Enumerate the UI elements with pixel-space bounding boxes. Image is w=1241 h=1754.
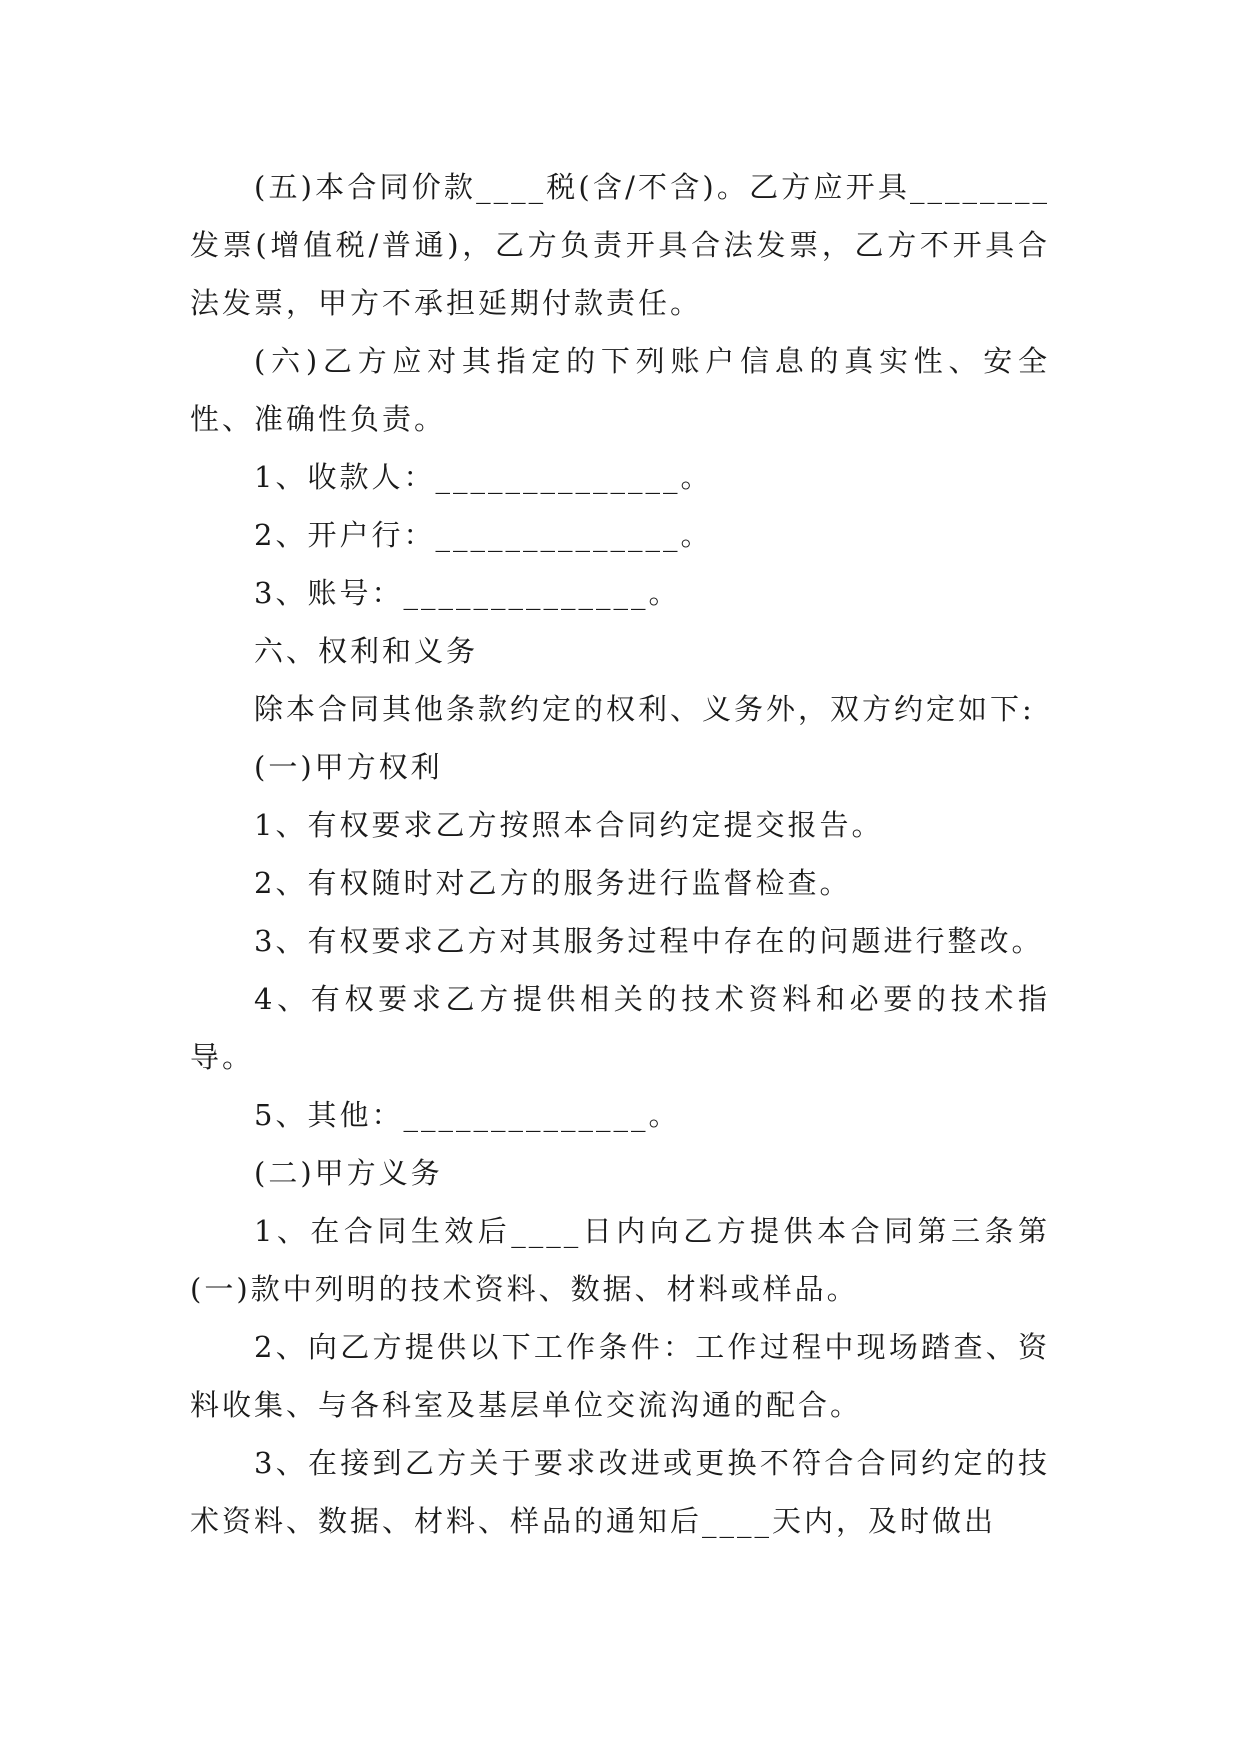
subheading-party-a-rights: (一)甲方权利 (254, 750, 443, 784)
document-body (190, 158, 1050, 1550)
paragraph-account-info-responsibility: (六)乙方应对其指定的下列账户信息的真实性、安全性、准确性负责。 (190, 344, 1050, 436)
list-item-right-4: 4、有权要求乙方提供相关的技术资料和必要的技术指导。 (190, 982, 1050, 1074)
list-item-obligation-3: 3、在接到乙方关于要求改进或更换不符合合同约定的技术资料、数据、材料、样品的通知后____天内，及时做出 (190, 1446, 1050, 1538)
paragraph-bank: 2、开户行：______________。 (254, 518, 713, 552)
list-item-right-1: 1、有权要求乙方按照本合同约定提交报告。 (254, 808, 884, 842)
paragraph-payee: 1、收款人：______________。 (254, 460, 713, 494)
list-item-right-3: 3、有权要求乙方对其服务过程中存在的问题进行整改。 (254, 924, 1044, 958)
paragraph-rights-intro: 除本合同其他条款约定的权利、义务外，双方约定如下: (254, 692, 1035, 726)
list-item-obligation-1: 1、在合同生效后____日内向乙方提供本合同第三条第(一)款中列明的技术资料、数据、材料或样品。 (190, 1214, 1050, 1306)
paragraph-account-number: 3、账号：______________。 (254, 576, 681, 610)
section-heading-rights-obligations: 六、权利和义务 (254, 634, 479, 668)
paragraph-contract-price-invoice: (五)本合同价款____税(含/不含)。乙方应开具________发票(增值税/普通)，乙方负责开具合法发票，乙方不开具合法发票，甲方不承担延期付款责任。 (190, 170, 1050, 320)
subheading-party-a-obligations: (二)甲方义务 (254, 1156, 443, 1190)
list-item-right-5: 5、其他：______________。 (254, 1098, 681, 1132)
list-item-obligation-2: 2、向乙方提供以下工作条件：工作过程中现场踏查、资料收集、与各科室及基层单位交流沟通的配合。 (190, 1330, 1050, 1422)
list-item-right-2: 2、有权随时对乙方的服务进行监督检查。 (254, 866, 852, 900)
